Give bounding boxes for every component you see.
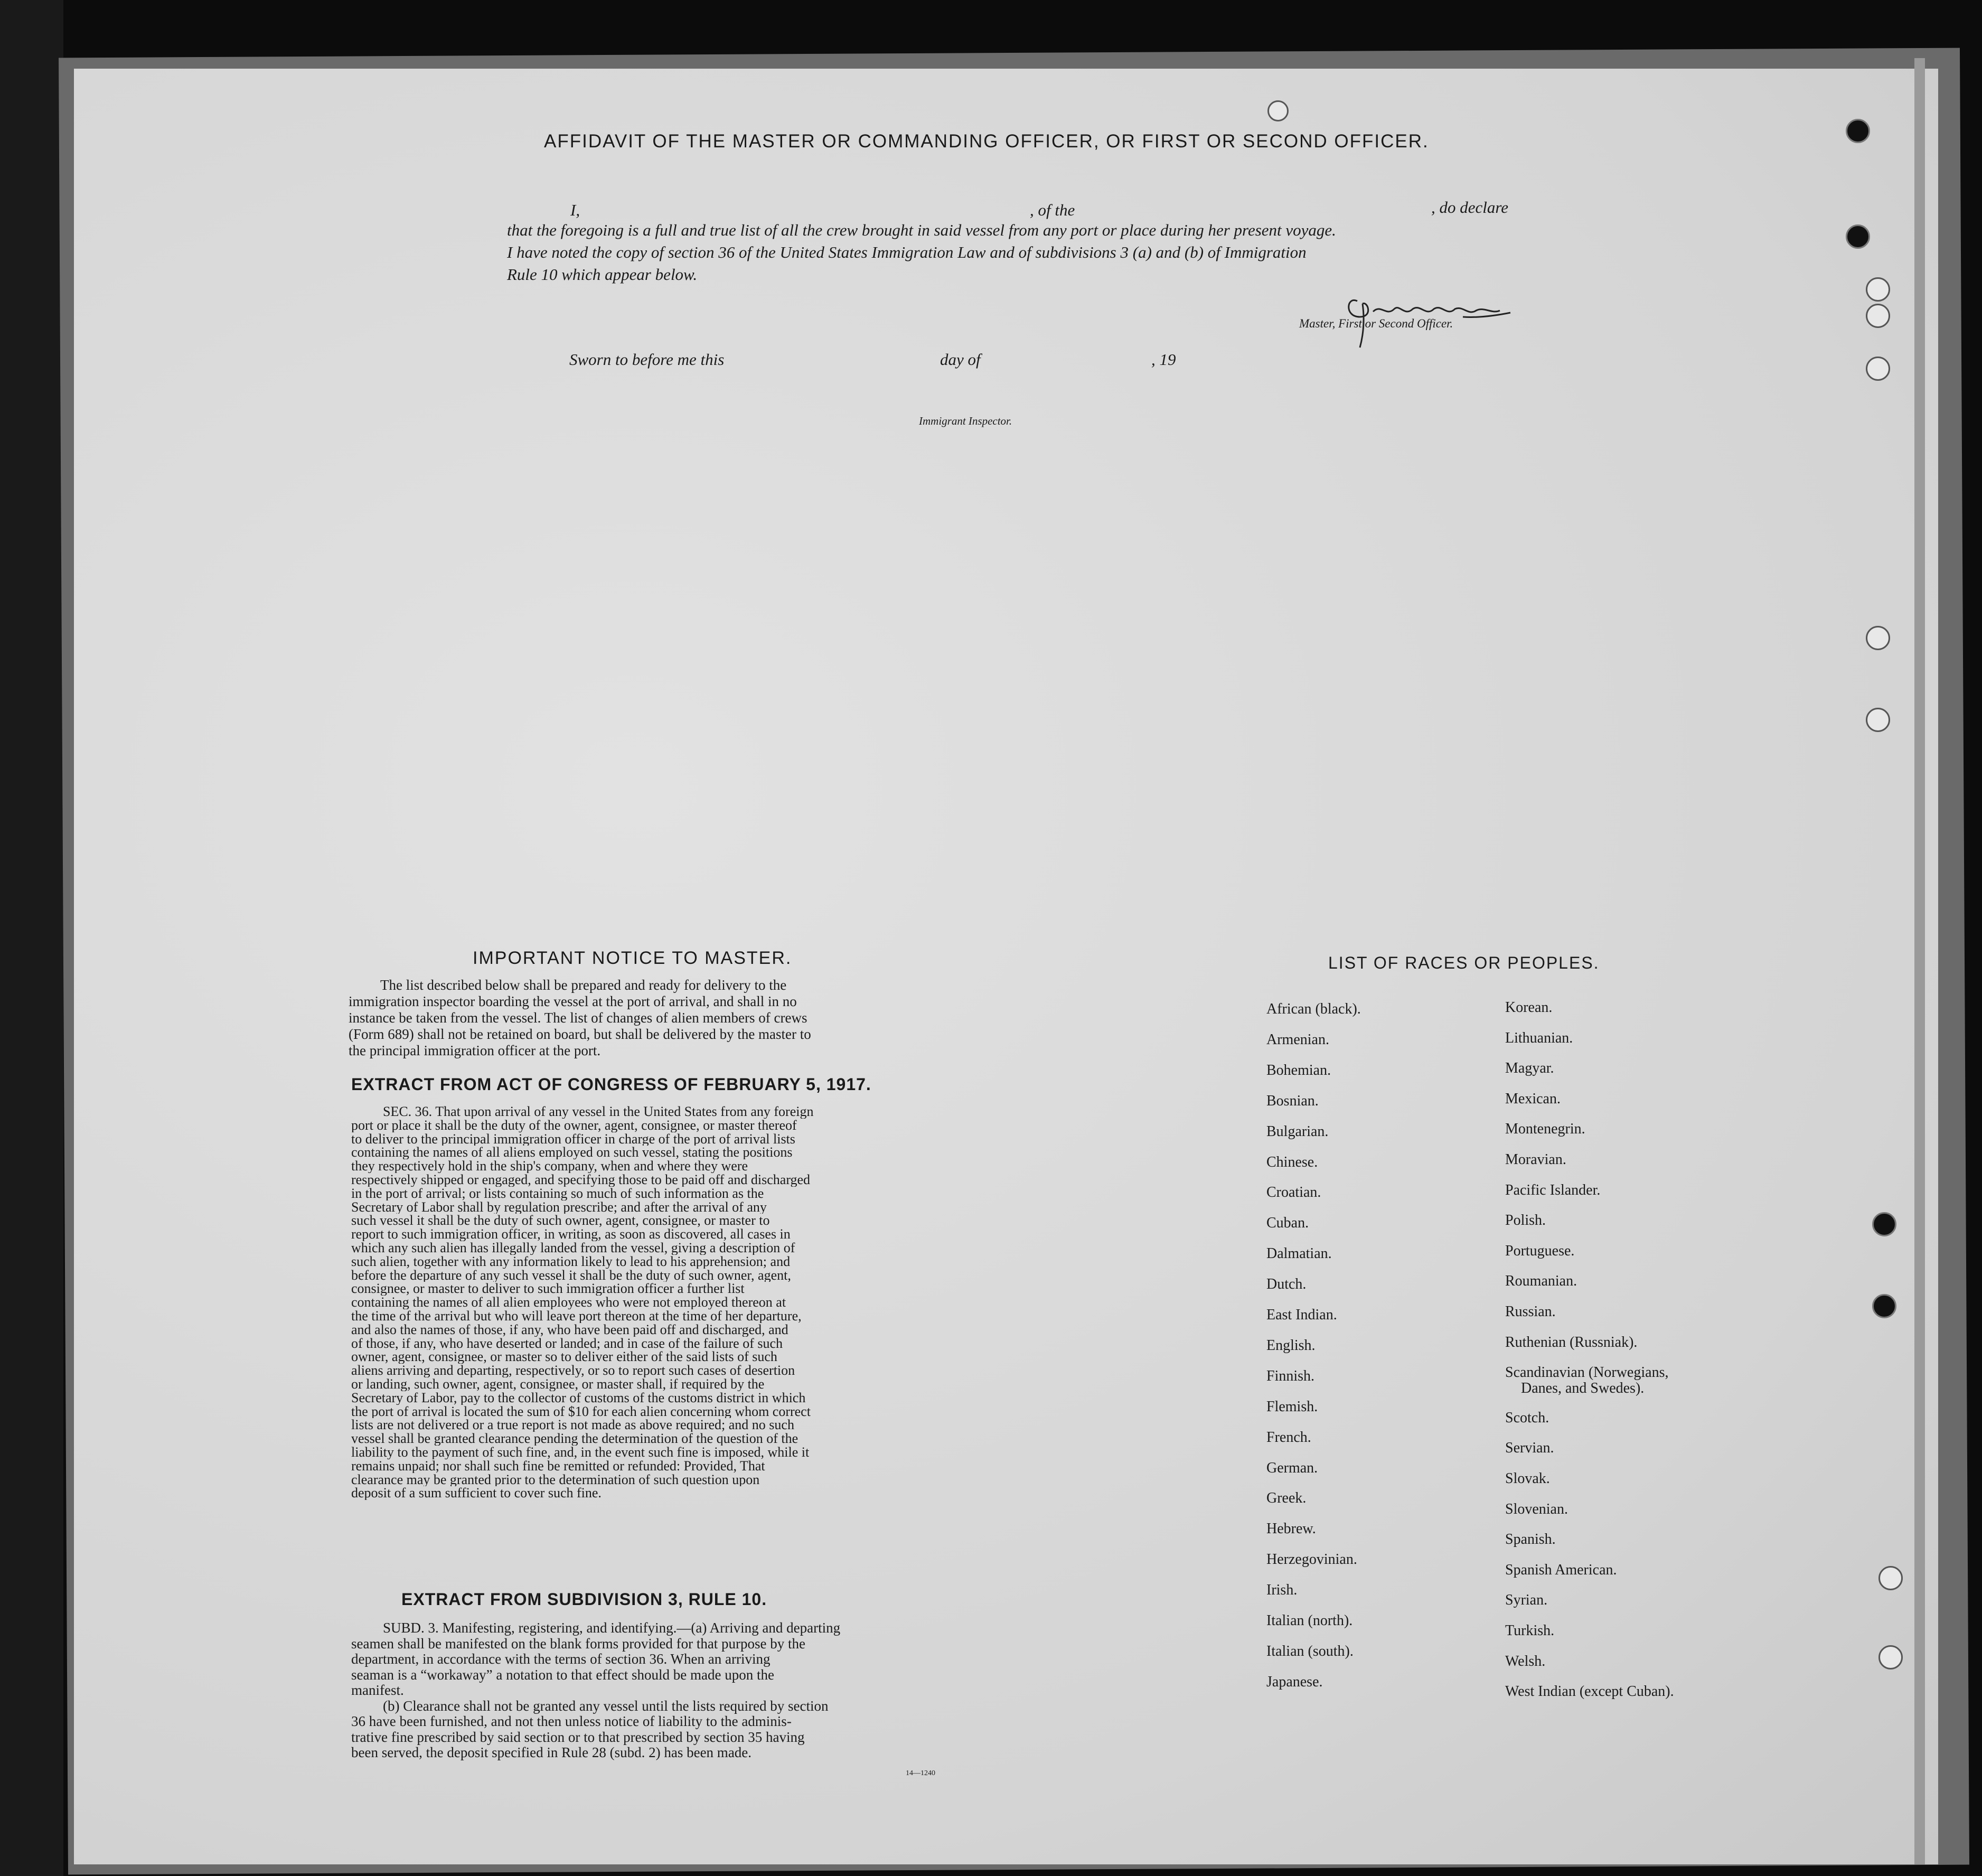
extract-act-title: EXTRACT FROM ACT OF CONGRESS OF FEBRUARY 5, 1917. — [351, 1075, 871, 1094]
race-item: Bulgarian. — [1266, 1123, 1329, 1140]
binder-hole-icon — [1872, 1294, 1896, 1318]
race-item: African (black). — [1266, 1001, 1361, 1017]
extract-rule-title: EXTRACT FROM SUBDIVISION 3, RULE 10. — [401, 1590, 767, 1609]
year-label: , 19 — [1151, 350, 1176, 369]
affidavit-title: AFFIDAVIT OF THE MASTER OR COMMANDING OFFICER, OR FIRST OR SECOND OFFICER. — [544, 131, 1429, 152]
affidavit-i-label: I, — [570, 201, 580, 219]
text-line: department, in accordance with the terms of section 36. When an arriving — [351, 1652, 771, 1667]
text-line: or landing, such owner, agent, consignee, or master shall, if required by the — [351, 1377, 765, 1391]
affidavit-line-2: I have noted the copy of section 36 of the United States Immigration Law and of subdivisions 3 (a) and (b) of Immigration — [507, 243, 1307, 261]
text-line: seaman is a “workaway” a notation to that effect should be made upon the — [351, 1667, 774, 1683]
affidavit-of-the: , of the — [1030, 201, 1075, 219]
text-line: such vessel it shall be the duty of such owner, agent, consignee, or master to — [351, 1214, 770, 1228]
binder-hole-icon — [1866, 304, 1890, 328]
text-line: aliens arriving and departing, respectively, or so to report such cases of desertion — [351, 1364, 795, 1377]
binder-hole-icon — [1846, 224, 1870, 249]
race-item: Hebrew. — [1266, 1521, 1316, 1537]
race-item: Armenian. — [1266, 1031, 1329, 1048]
race-item: Slovenian. — [1505, 1500, 1568, 1517]
race-item: Spanish. — [1505, 1531, 1556, 1548]
text-line: containing the names of all alien employees who were not employed thereon at — [351, 1296, 786, 1309]
text-line: port or place it shall be the duty of the owner, agent, consignee, or master thereof — [351, 1118, 797, 1132]
race-item: Danes, and Swedes). — [1521, 1380, 1645, 1397]
race-item: Slovak. — [1505, 1470, 1550, 1487]
race-item: Polish. — [1505, 1212, 1546, 1229]
race-item: Dalmatian. — [1266, 1245, 1332, 1262]
race-item: Dutch. — [1266, 1276, 1307, 1293]
race-item: German. — [1266, 1459, 1318, 1476]
text-line: seamen shall be manifested on the blank forms provided for that purpose by the — [351, 1636, 806, 1652]
race-item: French. — [1266, 1429, 1311, 1446]
race-item: Turkish. — [1505, 1622, 1555, 1639]
text-line: containing the names of all aliens employed on such vessel, stating the positions — [351, 1146, 793, 1160]
binder-hole-icon — [1866, 708, 1890, 732]
text-line: liability to the payment of such fine, and, in the event such fine is imposed, while it — [351, 1445, 810, 1459]
text-line: deposit of a sum sufficient to cover such fine. — [351, 1486, 602, 1500]
race-item: Welsh. — [1505, 1653, 1546, 1669]
binder-hole-icon — [1866, 357, 1890, 381]
text-line: report to such immigration officer, in writing, as soon as discovered, all cases in — [351, 1227, 791, 1241]
text-line: of those, if any, who have deserted or landed; and in case of the failure of such — [351, 1336, 783, 1350]
text-line: SEC. 36. That upon arrival of any vessel in the United States from any foreign — [383, 1105, 814, 1119]
race-item: Bohemian. — [1266, 1062, 1331, 1078]
text-line: the time of the arrival but who will leave port thereon at the time of her departure, — [351, 1309, 802, 1323]
race-item: Lithuanian. — [1505, 1029, 1573, 1046]
race-item: Spanish American. — [1505, 1561, 1617, 1578]
race-item: East Indian. — [1266, 1307, 1337, 1323]
race-item: Croatian. — [1266, 1184, 1321, 1201]
text-line: consignee, or master to deliver to such immigration officer a further list — [351, 1282, 745, 1296]
text-line: vessel shall be granted clearance pending the determination of the question of the — [351, 1432, 799, 1446]
race-item: Italian (south). — [1266, 1643, 1354, 1659]
race-item: Korean. — [1505, 999, 1553, 1016]
extract-act-text — [351, 1105, 972, 1500]
notice-title: IMPORTANT NOTICE TO MASTER. — [473, 948, 792, 968]
text-line: such alien, together with any information likely to lead to his apprehension; and — [351, 1254, 791, 1269]
race-item: Roumanian. — [1505, 1273, 1577, 1290]
form-number: 14—1240 — [906, 1769, 935, 1777]
race-item: Finnish. — [1266, 1367, 1315, 1384]
race-item: Syrian. — [1505, 1592, 1548, 1609]
notice-line: the principal immigration officer at the port. — [349, 1043, 601, 1058]
text-line: 36 have been furnished, and not then unless notice of liability to the adminis- — [351, 1714, 792, 1729]
race-item: Italian (north). — [1266, 1612, 1353, 1629]
race-item: Ruthenian (Russniak). — [1505, 1334, 1638, 1350]
text-line: lists are not delivered or a true report is not made as above required; and no such — [351, 1418, 794, 1432]
race-item: Moravian. — [1505, 1151, 1566, 1168]
text-line: Secretary of Labor, pay to the collector of customs of the customs district in which — [351, 1391, 806, 1405]
binder-hole-icon — [1866, 626, 1890, 650]
day-of-label: day of — [940, 350, 981, 369]
handwritten-signature — [1341, 280, 1521, 349]
race-item: Bosnian. — [1266, 1092, 1319, 1109]
race-item: Russian. — [1505, 1303, 1556, 1320]
binder-hole-icon — [1878, 1566, 1903, 1590]
notice-line: (Form 689) shall not be retained on board, but shall be delivered by the master to — [349, 1026, 811, 1042]
text-line: they respectively hold in the ship's company, when and where they were — [351, 1159, 748, 1173]
text-line: which any such alien has illegally landed from the vessel, giving a description of — [351, 1241, 795, 1255]
race-item: Magyar. — [1505, 1060, 1554, 1077]
master-signature-label: Master, First or Second Officer. — [1299, 317, 1453, 330]
text-line: (b) Clearance shall not be granted any vessel until the lists required by section — [383, 1698, 829, 1714]
binder-hole-icon — [1872, 1212, 1896, 1236]
race-item: Herzegovinian. — [1266, 1551, 1357, 1568]
race-item: Mexican. — [1505, 1090, 1561, 1107]
notice-line: The list described below shall be prepared and ready for delivery to the — [380, 977, 787, 993]
race-item: Chinese. — [1266, 1153, 1318, 1170]
text-line: the port of arrival is located the sum of $10 for each alien concerning whom correct — [351, 1404, 811, 1419]
race-item: Japanese. — [1266, 1673, 1323, 1690]
binder-hole-icon — [1267, 100, 1289, 121]
affidavit-do-declare: , do declare — [1431, 198, 1509, 217]
race-item: West Indian (except Cuban). — [1505, 1683, 1674, 1700]
text-line: clearance may be granted prior to the determination of such question upon — [351, 1472, 760, 1487]
race-item: Scotch. — [1505, 1409, 1549, 1426]
page-edge — [1914, 58, 1925, 1864]
race-item: Montenegrin. — [1505, 1121, 1585, 1138]
race-item: English. — [1266, 1337, 1316, 1354]
notice-line: immigration inspector boarding the vessel at the port of arrival, and shall in no — [349, 993, 797, 1009]
affidavit-line-1: that the foregoing is a full and true list of all the crew brought in said vessel from any port or place during her present voyage. — [507, 221, 1336, 239]
binder-hole-icon — [1878, 1645, 1903, 1669]
text-line: before the departure of any such vessel it shall be the duty of such owner, agent, — [351, 1268, 791, 1282]
sworn-label: Sworn to before me this — [569, 350, 725, 369]
race-item: Portuguese. — [1505, 1242, 1575, 1259]
text-line: trative fine prescribed by said section or to that prescribed by section 35 having — [351, 1729, 805, 1745]
notice-text — [349, 977, 969, 1059]
document-page — [74, 69, 1938, 1864]
text-line: in the port of arrival; or lists containing so much of such information as the — [351, 1186, 764, 1200]
text-line: Secretary of Labor shall by regulation prescribe; and after the arrival of any — [351, 1200, 767, 1214]
affidavit-line-3: Rule 10 which appear below. — [507, 265, 698, 284]
race-item: Pacific Islander. — [1505, 1181, 1601, 1198]
text-line: and also the names of those, if any, who have been paid off and discharged, and — [351, 1322, 788, 1337]
inspector-label: Immigrant Inspector. — [919, 415, 1012, 427]
text-line: respectively shipped or engaged, and specifying those to be paid off and discharged — [351, 1172, 811, 1187]
races-title: LIST OF RACES OR PEOPLES. — [1328, 953, 1600, 972]
binder-hole-icon — [1866, 277, 1890, 302]
notice-line: instance be taken from the vessel. The list of changes of alien members of crews — [349, 1010, 807, 1026]
race-item: Servian. — [1505, 1440, 1554, 1457]
text-line: remains unpaid; nor shall such fine be remitted or refunded: Provided, That — [351, 1459, 765, 1473]
background-edge — [0, 0, 63, 1876]
race-item: Irish. — [1266, 1582, 1298, 1599]
text-line: SUBD. 3. Manifesting, registering, and identifying.—(a) Arriving and departing — [383, 1620, 841, 1636]
binder-hole-icon — [1846, 119, 1870, 143]
extract-rule-text — [351, 1620, 974, 1761]
text-line: been served, the deposit specified in Rule 28 (subd. 2) has been made. — [351, 1745, 752, 1760]
text-line: to deliver to the principal immigration officer in charge of the port of arrival lists — [351, 1132, 795, 1146]
race-item: Cuban. — [1266, 1215, 1309, 1232]
text-line: owner, agent, consignee, or master so to deliver either of the said lists of such — [351, 1350, 777, 1364]
text-line: manifest. — [351, 1683, 404, 1698]
race-item: Scandinavian (Norwegians, — [1505, 1364, 1669, 1381]
race-item: Flemish. — [1266, 1398, 1318, 1415]
race-item: Greek. — [1266, 1490, 1307, 1507]
